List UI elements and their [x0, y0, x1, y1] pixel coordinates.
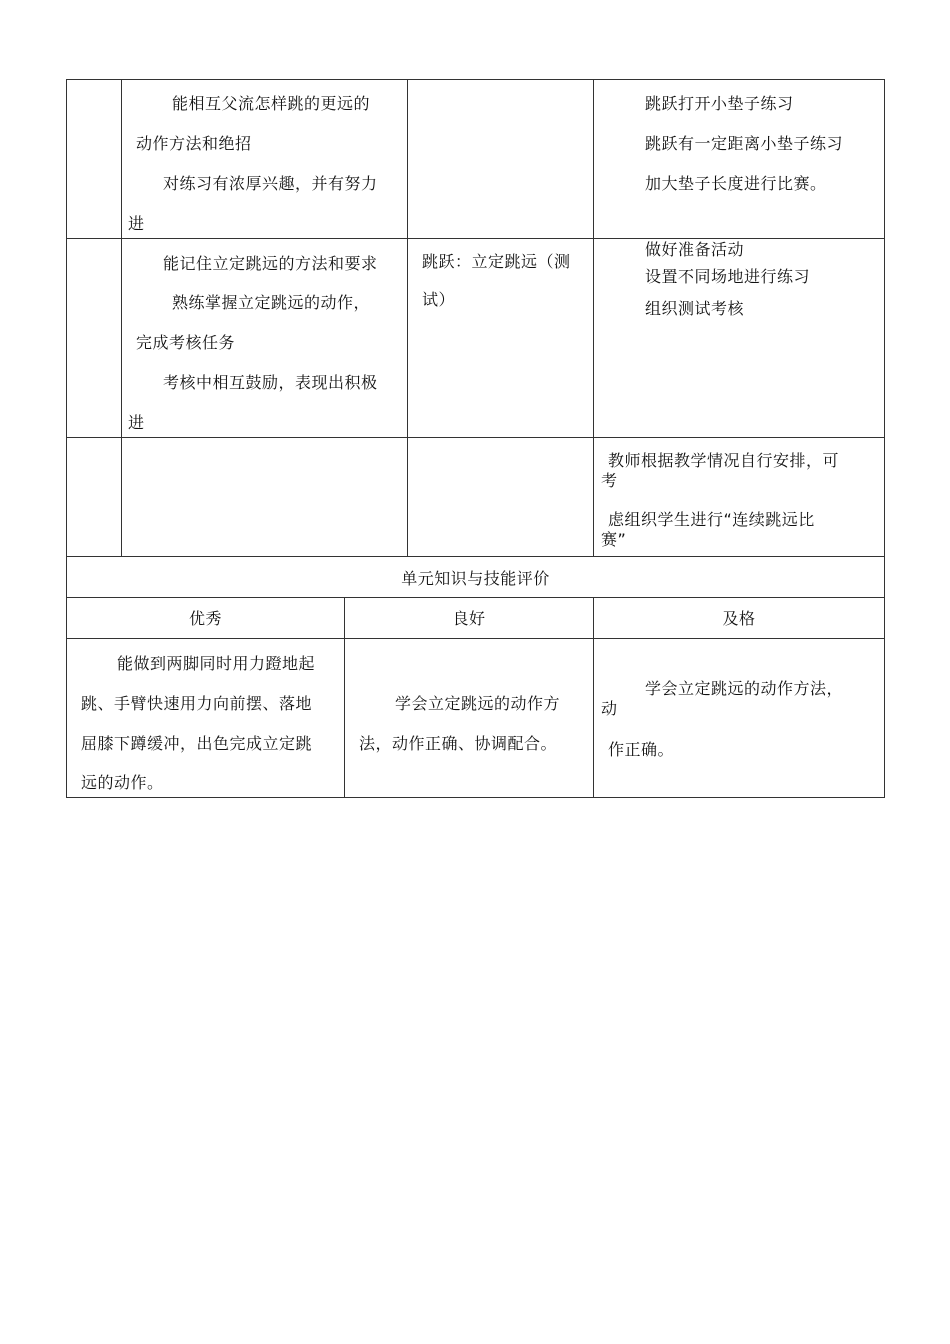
row2-goal-line: 进: [128, 413, 145, 432]
table-border-bottom: [66, 797, 885, 798]
row2-goal-line: 能记住立定跳远的方法和要求: [163, 254, 378, 273]
col-divider-b: [407, 79, 408, 557]
excellent-line: 跳、手臂快速用力向前摆、落地: [81, 694, 313, 713]
row1-goal-line: 进: [128, 214, 145, 233]
table-border-right: [884, 79, 885, 798]
good-line: 学会立定跳远的动作方: [395, 694, 561, 713]
row1-method-line: 跳跃有一定距离小垫子练习: [645, 134, 844, 153]
row2-content-line: 试）: [422, 290, 456, 309]
row-divider-2: [66, 437, 885, 438]
row2-method-line: 设置不同场地进行练习: [645, 267, 811, 286]
row1-method-line: 跳跃打开小垫子练习: [645, 94, 794, 113]
header-good: 良好: [452, 609, 486, 628]
header-excellent: 优秀: [188, 609, 222, 628]
excellent-line: 屈膝下蹲缓冲，出色完成立定跳: [81, 734, 313, 753]
row2-method-line: 做好准备活动: [645, 240, 745, 259]
row2-goal-line: 熟练掌握立定跳远的动作，: [172, 293, 371, 312]
row3-method-line: 虑组织学生进行“连续跳远比: [608, 510, 815, 529]
header-pass: 及格: [722, 609, 756, 628]
excellent-line: 能做到两脚同时用力蹬地起: [117, 654, 316, 673]
col-divider-c: [593, 79, 594, 557]
row3-method-line: 教师根据教学情况自行安排，可: [608, 451, 840, 470]
row2-content-line: 跳跃：立定跳远（测: [422, 252, 571, 271]
evaluation-title: 单元知识与技能评价: [401, 569, 550, 588]
row-divider-3: [66, 556, 885, 557]
row2-goal-line: 考核中相互鼓励，表现出积极: [163, 373, 378, 392]
pass-line: 动: [601, 699, 618, 718]
row-divider-4: [66, 597, 885, 598]
excellent-line: 远的动作。: [81, 773, 164, 792]
row1-method-line: 加大垫子长度进行比赛。: [645, 174, 827, 193]
row2-goal-line: 完成考核任务: [136, 333, 236, 352]
pass-line: 学会立定跳远的动作方法，: [645, 679, 844, 698]
row-divider-1: [66, 238, 885, 239]
row1-goal-line: 动作方法和绝招: [136, 134, 252, 153]
row3-method-line: 考: [601, 471, 618, 490]
row2-method-line: 组织测试考核: [645, 299, 745, 318]
row1-goal-line: 对练习有浓厚兴趣，并有努力: [163, 174, 378, 193]
table-border-top: [66, 79, 885, 80]
row-divider-5: [66, 638, 885, 639]
table-border-left: [66, 79, 67, 798]
row3-method-line: 赛”: [601, 530, 627, 549]
col-divider-a: [121, 79, 122, 557]
good-line: 法，动作正确、协调配合。: [359, 734, 558, 753]
pass-line: 作正确。: [608, 740, 675, 759]
row1-goal-line: 能相互父流怎样跳的更远的: [172, 94, 371, 113]
